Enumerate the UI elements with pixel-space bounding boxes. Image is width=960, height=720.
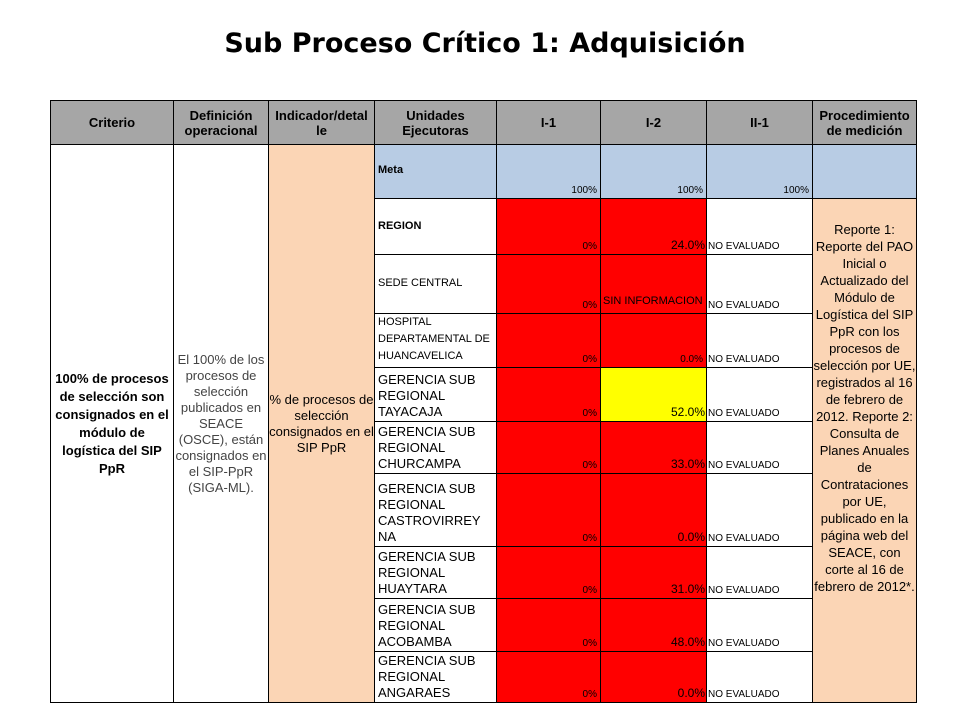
meta-proc-cell (813, 145, 917, 199)
ii1-value: NO EVALUADO (708, 354, 780, 365)
ii1-cell (707, 422, 813, 474)
meta-row (51, 145, 917, 199)
i1-cell (497, 199, 601, 255)
indicador-cell: % de procesos de selección consignados en el SIP PpR (269, 145, 375, 703)
i1-cell (497, 314, 601, 368)
header-unidades: Unidades Ejecutoras (375, 101, 497, 145)
ii1-value: NO EVALUADO (708, 241, 780, 252)
i1-value: 0% (582, 241, 597, 252)
i1-cell (497, 255, 601, 314)
i1-value: 0% (582, 638, 597, 649)
unit-cell (375, 199, 497, 255)
ii1-cell (707, 314, 813, 368)
meta-ii1-cell (707, 145, 813, 199)
ii1-value: NO EVALUADO (708, 689, 780, 700)
i1-value: 0% (582, 533, 597, 544)
ii1-value: NO EVALUADO (708, 408, 780, 419)
ii1-value: NO EVALUADO (708, 300, 780, 311)
unit-cell (375, 368, 497, 422)
header-ii1: II-1 (707, 101, 813, 145)
i2-cell (601, 368, 707, 422)
i2-cell (601, 547, 707, 599)
i1-value: 0% (582, 408, 597, 419)
unit-label: GERENCIA SUB REGIONAL ACOBAMBA (378, 602, 476, 649)
i2-value: 33.0% (670, 457, 705, 471)
ii1-value: NO EVALUADO (708, 533, 780, 544)
ii1-value: NO EVALUADO (708, 638, 780, 649)
i2-value: 48.0% (670, 635, 705, 649)
i2-cell (601, 599, 707, 652)
unit-cell (375, 255, 497, 314)
unit-cell (375, 314, 497, 368)
ii1-cell (707, 599, 813, 652)
i2-cell (601, 422, 707, 474)
unit-label: GERENCIA SUB REGIONAL CASTROVIRREY NA (378, 481, 481, 544)
ii1-value: NO EVALUADO (708, 460, 780, 471)
procedimiento-text: Reporte 1: Reporte del PAO Inicial o Actualizado del Módulo de Logística del SIP PpR con los procesos de selección por UE, registrados al 16 de febrero de 2012. Reporte 2: Consulta de Planes Anuales de Contrataciones por UE, publicado en la página web del SEACE, con corte al 16 de febrero de 2012*. (813, 222, 916, 594)
header-indicador: Indicador/detal le (269, 101, 375, 145)
i2-value: 0.0% (677, 530, 705, 544)
ii1-cell (707, 199, 813, 255)
ii1-cell (707, 368, 813, 422)
i2-cell (601, 255, 707, 314)
unit-label: GERENCIA SUB REGIONAL ANGARAES (378, 653, 476, 700)
header-i1: I-1 (497, 101, 601, 145)
header-criterio: Criterio (51, 101, 174, 145)
i1-cell (497, 474, 601, 547)
criterio-cell: 100% de procesos de selección son consignados en el módulo de logística del SIP PpR (51, 145, 174, 703)
header-procedimiento: Procedimiento de medición (813, 101, 917, 145)
i1-value: 0% (582, 585, 597, 596)
i1-cell (497, 599, 601, 652)
ii1-cell (707, 547, 813, 599)
meta-i2: 100% (677, 185, 703, 196)
i2-value: 0.0% (680, 354, 703, 365)
ii1-cell (707, 255, 813, 314)
i1-cell (497, 652, 601, 703)
i1-cell (497, 547, 601, 599)
i1-cell (497, 368, 601, 422)
i1-value: 0% (582, 689, 597, 700)
unit-cell (375, 474, 497, 547)
procedimiento-cell (813, 199, 917, 703)
unit-label: SEDE CENTRAL (378, 277, 463, 289)
unit-label: GERENCIA SUB REGIONAL CHURCAMPA (378, 424, 476, 471)
header-definicion: Definición operacional (174, 101, 269, 145)
meta-label: Meta (378, 164, 404, 176)
ii1-cell (707, 652, 813, 703)
i1-value: 0% (582, 300, 597, 311)
meta-i1-cell (497, 145, 601, 199)
i2-cell (601, 199, 707, 255)
meta-label-cell (375, 145, 497, 199)
criteria-table (50, 100, 917, 703)
unit-cell (375, 652, 497, 703)
unit-label: GERENCIA SUB REGIONAL HUAYTARA (378, 549, 476, 596)
i1-value: 0% (582, 460, 597, 471)
page-title: Sub Proceso Crítico 1: Adquisición (224, 28, 746, 59)
meta-i1: 100% (571, 185, 597, 196)
i2-cell (601, 652, 707, 703)
i2-value: 24.0% (670, 238, 705, 252)
i2-cell (601, 314, 707, 368)
i2-cell (601, 474, 707, 547)
unit-label: HOSPITAL DEPARTAMENTAL DE HUANCAVELICA (378, 316, 490, 362)
i2-value: 31.0% (670, 582, 705, 596)
i1-cell (497, 422, 601, 474)
definicion-cell: El 100% de los procesos de selección publicados en SEACE (OSCE), están consignados en el SIP-PpR (SIGA-ML). (174, 145, 269, 703)
header-i2: I-2 (601, 101, 707, 145)
ii1-value: NO EVALUADO (708, 585, 780, 596)
meta-i2-cell (601, 145, 707, 199)
unit-label: GERENCIA SUB REGIONAL TAYACAJA (378, 372, 476, 419)
header-row (51, 101, 917, 145)
i1-value: 0% (582, 354, 597, 365)
meta-ii1: 100% (783, 185, 809, 196)
i2-value: 52.0% (670, 405, 705, 419)
ii1-cell (707, 474, 813, 547)
unit-cell (375, 599, 497, 652)
unit-label: REGION (378, 220, 422, 232)
i2-value: 0.0% (677, 686, 705, 700)
unit-cell (375, 422, 497, 474)
unit-cell (375, 547, 497, 599)
i2-value: SIN INFORMACION (603, 295, 703, 307)
